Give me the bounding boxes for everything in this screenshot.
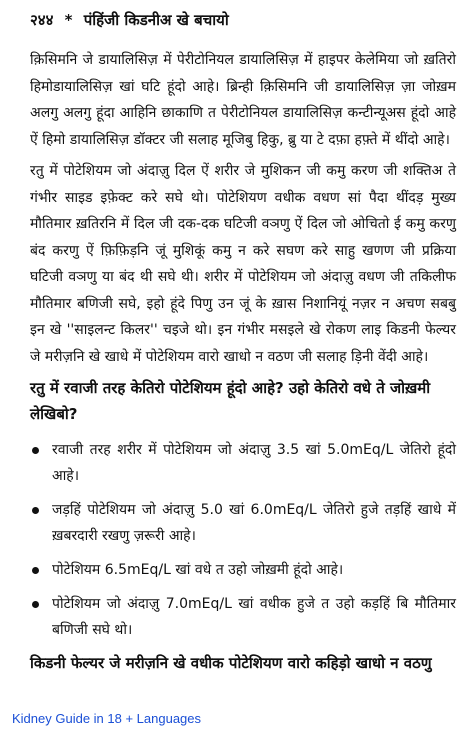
bullet-icon (32, 601, 39, 608)
bullet-icon (32, 447, 39, 454)
list-item (30, 497, 456, 549)
header-separator: * (64, 11, 73, 29)
paragraph-potassium: रतु में पोटेशियम जो अंदाज़ु दिल ऐं शरीर जे मुशिकन जी कमु करण जी शक्तिअ ते गंभीर साइड इफ़ेक्ट करे सघे थो। पोटेशियण वधीक वधण सां पैदा थींदड़ मुख्य मौतिमार ख़तिरनि में दिल जी दक-दक घटिजी वञणु ऐं दिल जो ओचितो ई कमु करणु बंद करणु ऐं फ़िफ़िड़नि जूं मुशिकूं कमु न करे सघण करे साहु खणण जी प्रक्रिया घटिजी वञणु या बंद थी सघे थी। शरीर में पोटेशियम जो अंदाज़ु वधण जी तकिलीफ मौतिमार बणिजी सघे, इहो हूंदे पिणु उन जूं के ख़ास निशानियूं नज़र न अचण सबबु इन खे ''साइलन्ट किलर'' चइजे थो। इन गंभीर मसइले खे रोकण लाइ किडनी फेल्यर जे मरीज़नि खे खाधे में पोटेशियम वारो खाधो न वठण जी सलाह ड़िनी वेंदी आहे। (30, 163, 456, 365)
list-item-text: पोटेशियम जो अंदाज़ु 7.0mEq/L खां वधीक हुजे त उहो कड़हिं बि मौतिमार बणिजी सघे थो। (52, 596, 456, 638)
page-number: २४४ (30, 11, 54, 29)
potassium-levels-list (30, 437, 456, 643)
page-header (30, 10, 229, 30)
list-item (30, 437, 456, 489)
page-content (30, 47, 456, 675)
list-item-text: पोटेशियम 6.5mEq/L खां वधे त उहो जोख़मी हूंदो आहे। (52, 562, 344, 578)
section-heading: किडनी फेल्यर जे मरीज़नि खे वधीक पोटेशियण वारो कहिड़ो खाधो न वठणु (30, 654, 432, 672)
question-heading: रतु में रवाजी तरह केतिरो पोटेशियम हूंदो आहे? उहो केतिरो वधे ते जोख़मी लेखिबो? (30, 379, 431, 423)
list-item (30, 557, 456, 583)
list-item (30, 591, 456, 643)
footer-link[interactable]: Kidney Guide in 18 + Languages (12, 711, 202, 726)
bullet-icon (32, 567, 39, 574)
running-title: पंहिंजी किडनीअ खे बचायो (83, 11, 229, 29)
list-item-text: रवाजी तरह शरीर में पोटेशियम जो अंदाज़ु 3.5 खां 5.0mEq/L जेतिरो हूंदो आहे। (52, 442, 456, 484)
paragraph-dialysis: क़िसिमनि जे डायालिसिज़ में पेरीटोनियल डायालिसिज़ में हाइपर केलेमिया जो ख़तिरो हिमोडायालिसिज़ खां घटि हूंदो आहे। ब्रिन्ही क़िसिमनि जी डायालिसिज़ ज़ा जोख़म अलगु अलगु हूंदा आहिनि छाकाणि त पेरीटोनियल डायालिसिज़ कन्टीन्यूअस हूंदो आहे ऐं हिमो डायालिसिज़ डॉक्टर जी सलाह मूजिबु हिकु, ब्रु या टे दफ़ा हफ़्ते में थींदो आहे। (30, 52, 456, 148)
bullet-icon (32, 507, 39, 514)
list-item-text: जड़हिं पोटेशियम जो अंदाज़ु 5.0 खां 6.0mEq/L जेतिरो हुजे तड़हिं खाधे में ख़बरदारी रखणु ज़रूरी आहे। (52, 502, 456, 544)
